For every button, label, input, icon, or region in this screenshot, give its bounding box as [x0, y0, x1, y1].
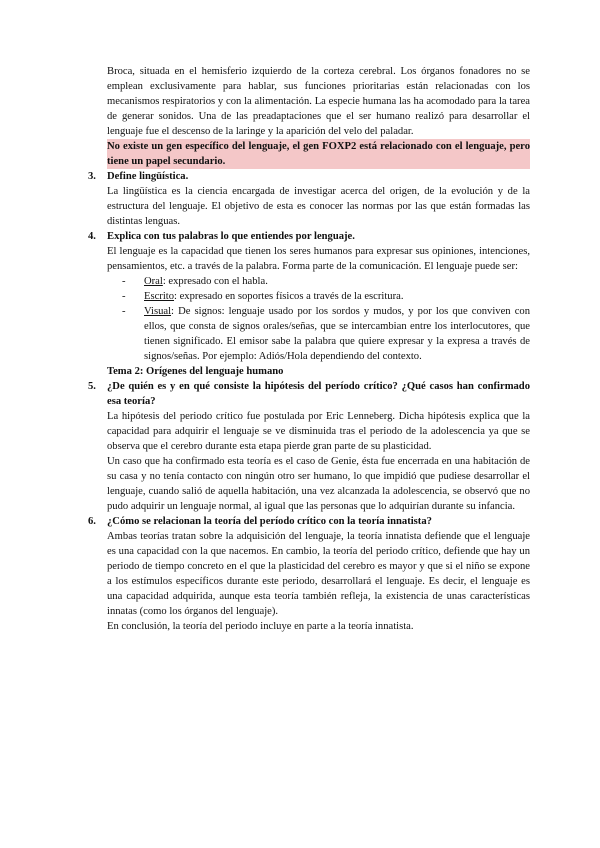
term-oral: Oral — [144, 276, 163, 287]
term-visual-text: : De signos: lenguaje usado por los sordos y mudos, y por los que conviven con ellos, que consta de signos orales/señas, que se intercambian entre los interlocutores, que tienen significado. El emisor sabe la palabra que quiere expresar y la expresa a través de signos/señas. Por ejemplo: Adiós/Hola dependiendo del contexto. — [144, 306, 530, 362]
question-4-title: Explica con tus palabras lo que entiendes por lenguaje. — [107, 231, 355, 242]
question-6-answer-1: Ambas teorías tratan sobre la adquisición del lenguaje, la teoría innatista defiende que el lenguaje es una capacidad con la que nacemos. En cambio, la teoría del periodo crítico, defiende que hay un periodo de tiempo concreto en el que la plasticidad del cerebro es mayor y que si el niño se expone a los estímulos específicos durante este periodo, desarrollará el lenguaje. Es decir, el lenguaje es una capacidad adquirida, aunque esta teoría también refleja, la existencia de unas características innatas (como los órganos del lenguaje). — [107, 531, 530, 617]
question-5-number: 5. — [88, 381, 96, 392]
question-5-answer-2: Un caso que ha confirmado esta teoría es el caso de Genie, ésta fue encerrada en una habitación de su casa y no tenía contacto con ningún otro ser humano, lo que impidió que pudiese desarrollar el lenguaje, cuando salió de aquella habitación, una vez alcanzada la adolescencia, se observó que no pudo adquirir un lenguaje normal, al igual que las personas que lo adquirían durante su infancia. — [107, 456, 530, 512]
question-5-answer-1: La hipótesis del periodo crítico fue postulada por Eric Lenneberg. Dicha hipótesis explica que la capacidad para adquirir el lenguaje se ve disminuida tras el periodo de la adolescencia ya que se observa que el cerebro durante esta etapa pierde gran parte de su plasticidad. — [107, 411, 530, 452]
question-3 — [88, 169, 530, 184]
question-3-number: 3. — [88, 171, 96, 182]
question-3-answer: La lingüística es la ciencia encargada de investigar acerca del origen, de la evolución y de la estructura del lenguaje. El objetivo de esta es conocer las normas por las que están formadas las distintas lenguas. — [107, 186, 530, 227]
question-6-number: 6. — [88, 516, 96, 527]
intro-paragraph: Broca, situada en el hemisferio izquierdo de la corteza cerebral. Los órganos fonadores no se emplean exclusivamente para hablar, sus funciones prioritarias están relacionadas con los mecanismos respiratorios y con la alimentación. La especie humana las ha acomodado para la tarea de generar sonidos. Una de las preadaptaciones que el ser humano realizó para desarrollar el lenguaje fue el descenso de la laringe y la aparición del velo del paladar. — [107, 66, 530, 137]
question-5 — [88, 379, 530, 409]
question-6-title: ¿Cómo se relacionan la teoría del período crítico con la teoría innatista? — [107, 516, 432, 527]
list-item-oral — [107, 274, 530, 289]
bullet-dash: - — [122, 276, 126, 287]
section-heading-tema-2: Tema 2: Orígenes del lenguaje humano — [107, 366, 284, 377]
bullet-dash: - — [122, 291, 126, 302]
question-6-answer-2: En conclusión, la teoría del periodo incluye en parte a la teoría innatista. — [107, 621, 414, 632]
list-item-visual — [107, 304, 530, 364]
list-item-escrito — [107, 289, 530, 304]
question-5-title: ¿De quién es y en qué consiste la hipótesis del período crítico? ¿Qué casos han confirmado esa teoría? — [107, 381, 530, 407]
term-oral-text: : expresado con el habla. — [162, 276, 268, 287]
question-4 — [88, 229, 530, 244]
highlighted-note: No existe un gen específico del lenguaje, el gen FOXP2 está relacionado con el lenguaje, pero tiene un papel secundario. — [107, 141, 530, 167]
question-4-answer: El lenguaje es la capacidad que tienen los seres humanos para expresar sus opiniones, intenciones, pensamientos, etc. a través de la palabra. Forma parte de la comunicación. El lenguaje puede ser: — [107, 246, 530, 272]
question-6 — [88, 514, 530, 529]
bullet-dash: - — [122, 306, 126, 317]
term-visual: Visual — [144, 306, 172, 317]
question-4-number: 4. — [88, 231, 96, 242]
document-content — [88, 64, 530, 634]
language-types-list — [107, 274, 530, 364]
question-3-title: Define lingüística. — [107, 171, 189, 182]
term-escrito: Escrito — [144, 291, 175, 302]
term-escrito-text: : expresado en soportes físicos a través de la escritura. — [174, 291, 404, 302]
